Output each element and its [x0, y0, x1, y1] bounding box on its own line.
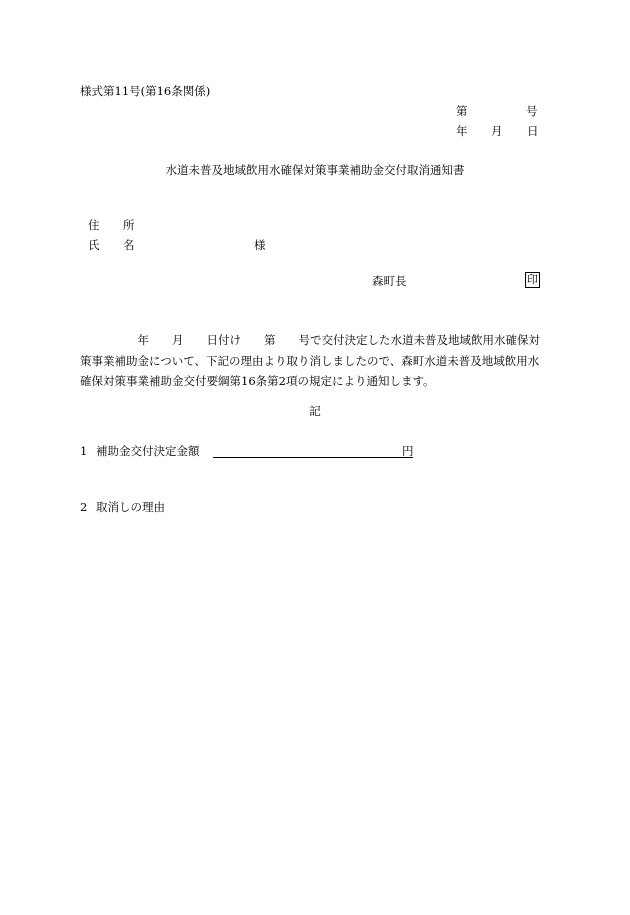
body-line-3: 確保対策事業補助金交付要綱第16条第2項の規定により通知します。 [80, 374, 435, 388]
amount-underline [213, 457, 413, 458]
date-year: 年 [456, 124, 468, 138]
date-day: 日 [527, 124, 539, 138]
body-line-1: 年 月 日付け 第 号で交付決定した水道未普及地域飲用水確保対 [80, 333, 540, 347]
yen-unit: 円 [402, 444, 414, 458]
number-dai: 第 [456, 104, 468, 118]
address-label-2: 所 [123, 218, 135, 232]
form-label: 様式第11号(第16条関係) [80, 84, 211, 98]
document-title: 水道未普及地域飲用水確保対策事業補助金交付取消通知書 [165, 163, 465, 177]
date-month: 月 [491, 124, 503, 138]
name-label-2: 名 [123, 238, 135, 252]
address-label-1: 住 [88, 218, 100, 232]
item-1-number: 1 [80, 444, 88, 458]
issuer-mayor: 森町長 [372, 274, 407, 288]
seal-mark: 印 [527, 273, 538, 286]
name-label-1: 氏 [88, 238, 100, 252]
item-2-number: 2 [80, 500, 88, 514]
item-1-label: 補助金交付決定金額 [96, 444, 200, 458]
honorific: 様 [254, 238, 266, 252]
number-go: 号 [526, 104, 538, 118]
body-paragraph [80, 330, 560, 392]
ki-heading: 記 [309, 404, 321, 418]
body-line-2: 策事業補助金について、下記の理由より取り消しましたので、森町水道未普及地域飲用水 [80, 353, 540, 368]
item-2-label: 取消しの理由 [96, 500, 165, 514]
